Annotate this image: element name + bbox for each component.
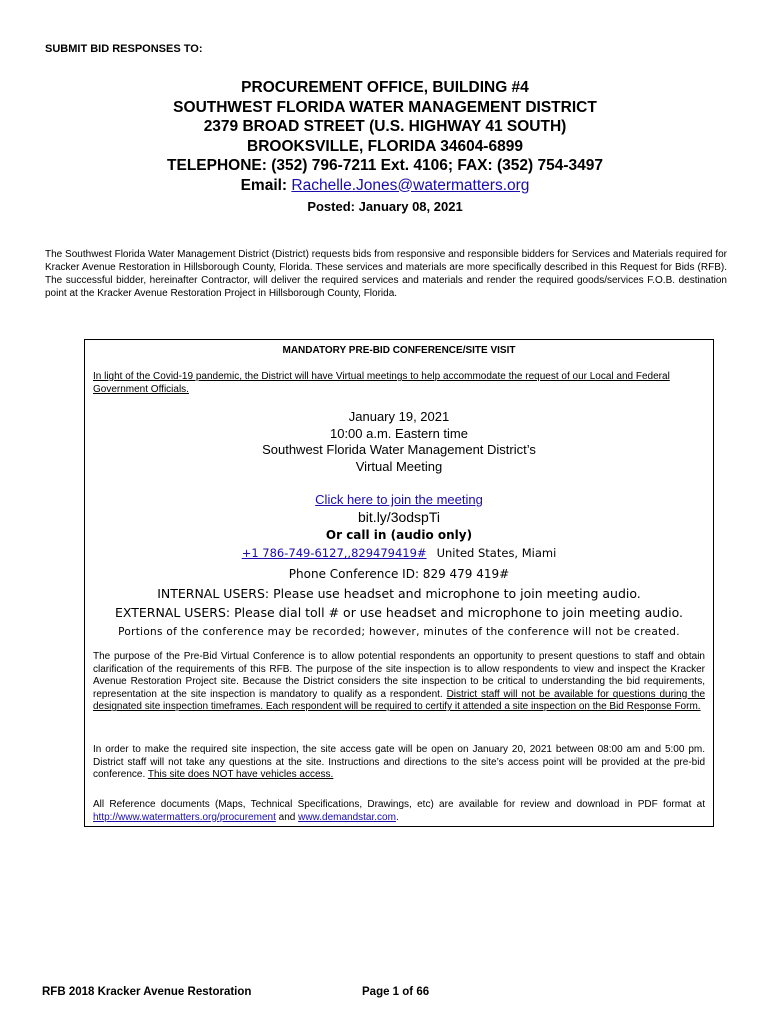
external-users-note: EXTERNAL USERS: Please dial toll # or use headset and microphone to join meeting audio. (115, 605, 683, 620)
demandstar-link[interactable]: www.demandstar.com (298, 811, 396, 823)
submit-label: SUBMIT BID RESPONSES TO: (45, 43, 203, 55)
purpose-text: The purpose of the Pre-Bid Virtual Conference is to allow potential respondents an opportunity to present questions to staff and obtain clarification of the requirements of this RFB. The purpose of the site inspection is to allow respondents to view and inspect the Kracker Avenue Restoration Project site. Because the District considers the site inspection to be critical to understanding the bid requirements, representation at the site inspection is mandatory to qualify as a respondent. (93, 651, 705, 700)
access-paragraph (93, 744, 705, 782)
internal-users-note: INTERNAL USERS: Please use headset and microphone to join meeting audio. (157, 586, 641, 601)
header-line-city: BROOKSVILLE, FLORIDA 34604-6899 (247, 137, 523, 155)
recording-note: Portions of the conference may be recorded; however, minutes of the conference will not be created. (118, 626, 680, 638)
purpose-underlined: District staff will not be available for questions during the designated site inspection timeframes. Each respondent will be required to certify it attended a site inspection on the Bid Response Form. (93, 688, 706, 712)
header-line-phone: TELEPHONE: (352) 796-7211 Ext. 4106; FAX: (352) 754-3497 (167, 157, 603, 174)
meeting-org: Southwest Florida Water Management District’s (262, 442, 536, 457)
address-header (40, 78, 730, 214)
reference-paragraph (93, 799, 705, 824)
reference-and: and (278, 811, 296, 823)
watermatters-link[interactable]: http://www.watermatters.org/procurement (93, 811, 276, 823)
pre-bid-conference-box (84, 339, 714, 827)
covid-note: In light of the Covid-19 pandemic, the District will have Virtual meetings to help accommodate the request of our Local and Federal Government Officials. (93, 371, 670, 395)
phone-line (85, 546, 713, 560)
access-underlined: This site does NOT have vehicles access. (147, 769, 334, 780)
email-label: Email: (240, 176, 292, 194)
reference-end: . (395, 811, 399, 823)
phone-number-link[interactable]: +1 786-749-6127,,829479419# (241, 546, 427, 560)
header-line-street: 2379 BROAD STREET (U.S. HIGHWAY 41 SOUTH) (203, 118, 567, 135)
meeting-details (85, 409, 713, 475)
email-link[interactable]: Rachelle.Jones@watermatters.org (291, 176, 530, 194)
header-line-office: PROCUREMENT OFFICE, BUILDING #4 (241, 79, 529, 96)
meeting-type: Virtual Meeting (355, 458, 443, 474)
header-line-email (40, 176, 730, 196)
join-meeting-link[interactable]: Click here to join the meeting (315, 492, 483, 507)
call-in-label: Or call in (audio only) (325, 528, 473, 542)
posted-date: Posted: January 08, 2021 (307, 199, 463, 214)
access-text: In order to make the required site inspection, the site access gate will be open on January 20, 2021 between 08:00 am and 5:00 pm. District staff will not take any questions at the site. Instructions and directions to the site’s access point will be provided at the pre-bid conference. (93, 744, 705, 780)
phone-location: United States, Miami (436, 546, 557, 560)
footer-page-number: Page 1 of 66 (362, 986, 430, 998)
meeting-time: 10:00 a.m. Eastern time (329, 425, 468, 441)
reference-text: All Reference documents (Maps, Technical Specifications, Drawings, etc) are available for review and download in PDF format at (93, 799, 705, 810)
meeting-date: January 19, 2021 (348, 409, 450, 424)
box-title: MANDATORY PRE-BID CONFERENCE/SITE VISIT (282, 345, 516, 356)
intro-paragraph: The Southwest Florida Water Management District (District) requests bids from responsive and responsible bidders for Services and Materials required for Kracker Avenue Restoration in Hillsborough County, Florida. These services and materials are more specifically described in this Request for Bids (RFB). The successful bidder, hereinafter Contractor, will deliver the required services and materials and render the required goods/services F.O.B. destination point at the Kracker Avenue Restoration Project in Hillsborough County, Florida. (45, 249, 727, 299)
purpose-paragraph (93, 651, 705, 714)
short-link: bit.ly/3odspTi (358, 509, 440, 525)
footer-rfb-title: RFB 2018 Kracker Avenue Restoration (42, 986, 252, 998)
conference-id: Phone Conference ID: 829 479 419# (288, 567, 510, 581)
header-line-district: SOUTHWEST FLORIDA WATER MANAGEMENT DISTRICT (173, 98, 597, 116)
